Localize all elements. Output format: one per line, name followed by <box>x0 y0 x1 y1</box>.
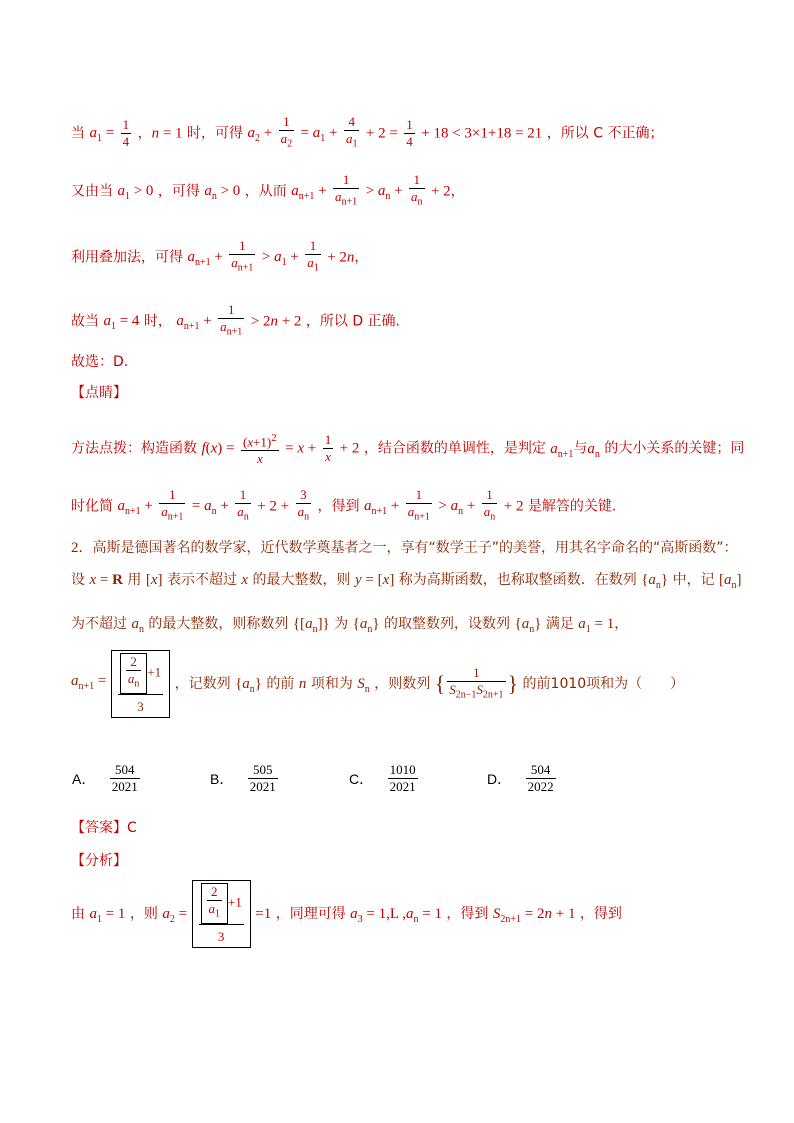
answer-tag: 【答案】C <box>71 820 137 836</box>
solution-line-1: 当 $a_1$ = $\frac{1}{4}$ ，n = 1 时，可得 $a_2$ + $\frac{1}{a_2}$ = $a_1$ + $\frac{4}{a_1}$ + 2 = $\frac{1}{4}$ + 18 < 3×1+18 = 21 ，所以 C 不正确； <box>71 114 663 153</box>
highlight-tag: 【点睛】 <box>71 385 127 401</box>
floor-bracket: $\frac{2}{a_1}$ +1 3 <box>192 880 251 948</box>
fraction: $\frac{1}{4}$ <box>122 116 130 149</box>
solution-line-6: 方法点拨：构造函数 f(x) = $\frac{(x+1)^2}{x}$ = x + $\frac{1}{x}$ + 2 ，结合函数的单调性，是判定 $a_{n+1}$与$a_n$ 的大小关系的关键；同 <box>71 432 745 467</box>
problem-2-line-1: 2．高斯是德国著名的数学家，近代数学奠基者之一，享有“数学王子”的美誉，用其名字命名的“高斯函数”： <box>71 540 738 556</box>
analysis-tag: 【分析】 <box>71 853 127 869</box>
solution-line-4: 故当 $a_1 = 4$ 时， $a_{n+1}$ + $\frac{1}{a_{n+1}}$ > 2n + 2 ，所以 D 正确. <box>71 302 400 341</box>
problem-2-line-4: $a_{n+1}$ = $\frac{2}{a_n}$ +1 3 ，记数列 $\{a_n\}$ 的前 n 项和为 $S_n$ ，则数列 { $\frac{1}{S_{2n-1}S_{2n+1}}$ } 的前1010项和为（ ） <box>71 650 684 718</box>
option-d[interactable]: D． $\frac{504}{2022}$ <box>487 762 554 794</box>
floor-bracket: $\frac{2}{a_n}$ +1 3 <box>111 650 170 718</box>
problem-2-line-3: 为不超过 $a_n$ 的最大整数，则称数列 $\{[a_n]\}$ 为 $\{a_n\}$ 的取整数列，设数列 $\{a_n\}$ 满足 $a_1 = 1$， <box>71 616 629 635</box>
problem-2-line-2: 设 x = R 用 [x] 表示不超过 x 的最大整数，则 y = [x] 称为高斯函数，也称取整函数．在数列 $\{a_n\}$ 中，记 $[a_n]$ <box>71 572 742 591</box>
analysis-line-1: 由 $a_1 = 1$ ，则 $a_2$ = $\frac{2}{a_1}$ +1 3 =1 ，同理可得 $a_3 = 1,L$ $,a_n = 1$ ，得到 $S_{2n+1} = 2n + 1$ ，得到 <box>71 880 622 948</box>
solution-line-7: 时化简 $a_{n+1}$ + $\frac{1}{a_{n+1}}$ = $a_n$ + $\frac{1}{a_n}$ + 2 + $\frac{3}{a_n}$ ，得到 $a_{n+1}$ + $\frac{1}{a_{n+1}}$ > $a_n$ + $\frac{1}{a_n}$ + 2 是解答的关键. <box>71 487 616 526</box>
option-b[interactable]: B． $\frac{505}{2021}$ <box>210 762 276 794</box>
solution-line-2: 又由当 $a_1 > 0$ ，可得 $a_n > 0$ ，从而 $a_{n+1}$ + $\frac{1}{a_{n+1}}$ > $a_n$ + $\frac{1}{a_n}$ + 2， <box>71 172 465 211</box>
answer-choice-line: 故选：D. <box>71 354 129 370</box>
solution-line-3: 利用叠加法，可得 $a_{n+1}$ + $\frac{1}{a_{n+1}}$ > $a_1$ + $\frac{1}{a_1}$ + 2n， <box>71 238 368 277</box>
option-a[interactable]: A． $\frac{504}{2021}$ <box>72 762 138 794</box>
option-c[interactable]: C． $\frac{1010}{2021}$ <box>349 762 416 794</box>
